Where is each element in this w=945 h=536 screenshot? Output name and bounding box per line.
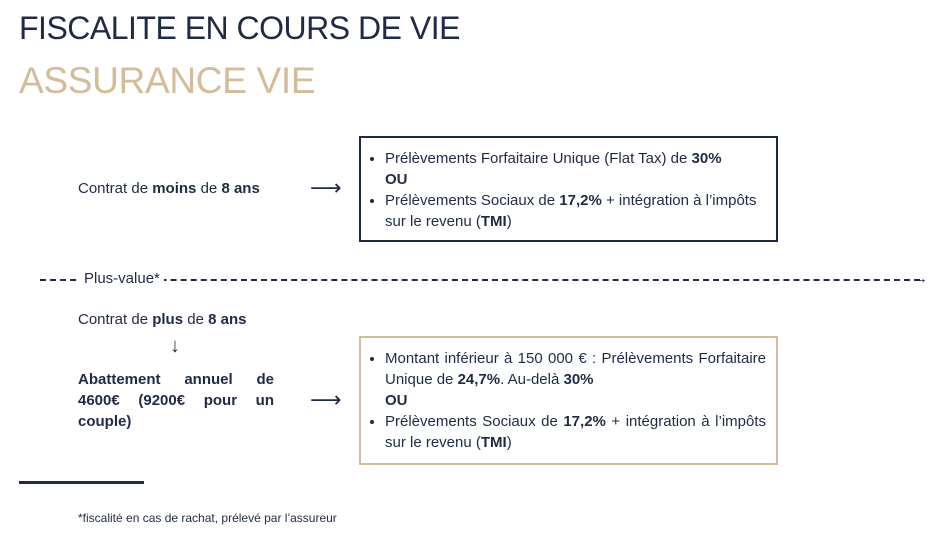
dashed-divider bbox=[40, 279, 920, 281]
contract-bold-less: moins bbox=[152, 180, 197, 197]
arrow-right-icon: → bbox=[913, 270, 928, 287]
pfu-box bbox=[359, 336, 778, 465]
footnote: *fiscalité en cas de rachat, prélevé par l’assureur bbox=[78, 511, 337, 525]
or-label: OU bbox=[385, 392, 408, 409]
item-text: Prélèvements Sociaux de bbox=[385, 192, 560, 209]
item-text: Prélèvements Sociaux de bbox=[385, 413, 564, 430]
list-item bbox=[385, 411, 766, 453]
item-bold: 30% bbox=[563, 371, 594, 388]
footer-rule bbox=[19, 481, 144, 484]
list-item bbox=[385, 190, 766, 232]
contract-mid-text: de bbox=[196, 180, 222, 197]
flat-tax-box bbox=[359, 136, 778, 242]
down-arrow-icon: ↓ bbox=[170, 335, 180, 357]
item-bold: TMI bbox=[480, 434, 507, 451]
contract-prefix-text: Contrat de bbox=[78, 180, 153, 197]
item-bold: 17,2% bbox=[559, 192, 602, 209]
item-text: . Au-delà bbox=[500, 371, 564, 388]
or-label: OU bbox=[385, 171, 408, 188]
item-bold: 24,7% bbox=[457, 371, 501, 388]
item-text: ) bbox=[506, 434, 512, 451]
contract-prefix-text: Contrat de bbox=[78, 311, 153, 328]
page-title: FISCALITE EN COURS DE VIE bbox=[19, 10, 460, 46]
list-item bbox=[385, 148, 766, 190]
page-subtitle: ASSURANCE VIE bbox=[19, 60, 316, 101]
item-text: Montant inférieur à 150 000 € : Prélèvements Forfaitaire Unique de bbox=[385, 350, 766, 388]
contract-less-8-label bbox=[78, 180, 260, 197]
contract-mid-text: de bbox=[183, 311, 209, 328]
item-text: + intégration à l’impôts sur le revenu ( bbox=[385, 192, 757, 230]
item-bold: TMI bbox=[480, 213, 507, 230]
item-text: Prélèvements Forfaitaire Unique (Flat Tax) de bbox=[385, 150, 692, 167]
contract-bold-more: plus bbox=[152, 311, 184, 328]
item-bold: 30% bbox=[691, 150, 722, 167]
item-text: ) bbox=[506, 213, 512, 230]
item-text: + intégration à l’impôts sur le revenu ( bbox=[385, 413, 766, 451]
contract-bold-years: 8 ans bbox=[221, 180, 260, 197]
item-bold: 17,2% bbox=[563, 413, 606, 430]
contract-more-8-label bbox=[78, 311, 246, 328]
plus-value-label: Plus-value* bbox=[80, 270, 164, 287]
list-item bbox=[385, 348, 766, 411]
abattement-text: Abattement annuel de 4600€ (9200€ pour un couple) bbox=[78, 371, 274, 430]
right-arrow-icon: ⟶ bbox=[310, 175, 342, 200]
contract-bold-years: 8 ans bbox=[208, 311, 247, 328]
right-arrow-icon: ⟶ bbox=[310, 387, 342, 412]
